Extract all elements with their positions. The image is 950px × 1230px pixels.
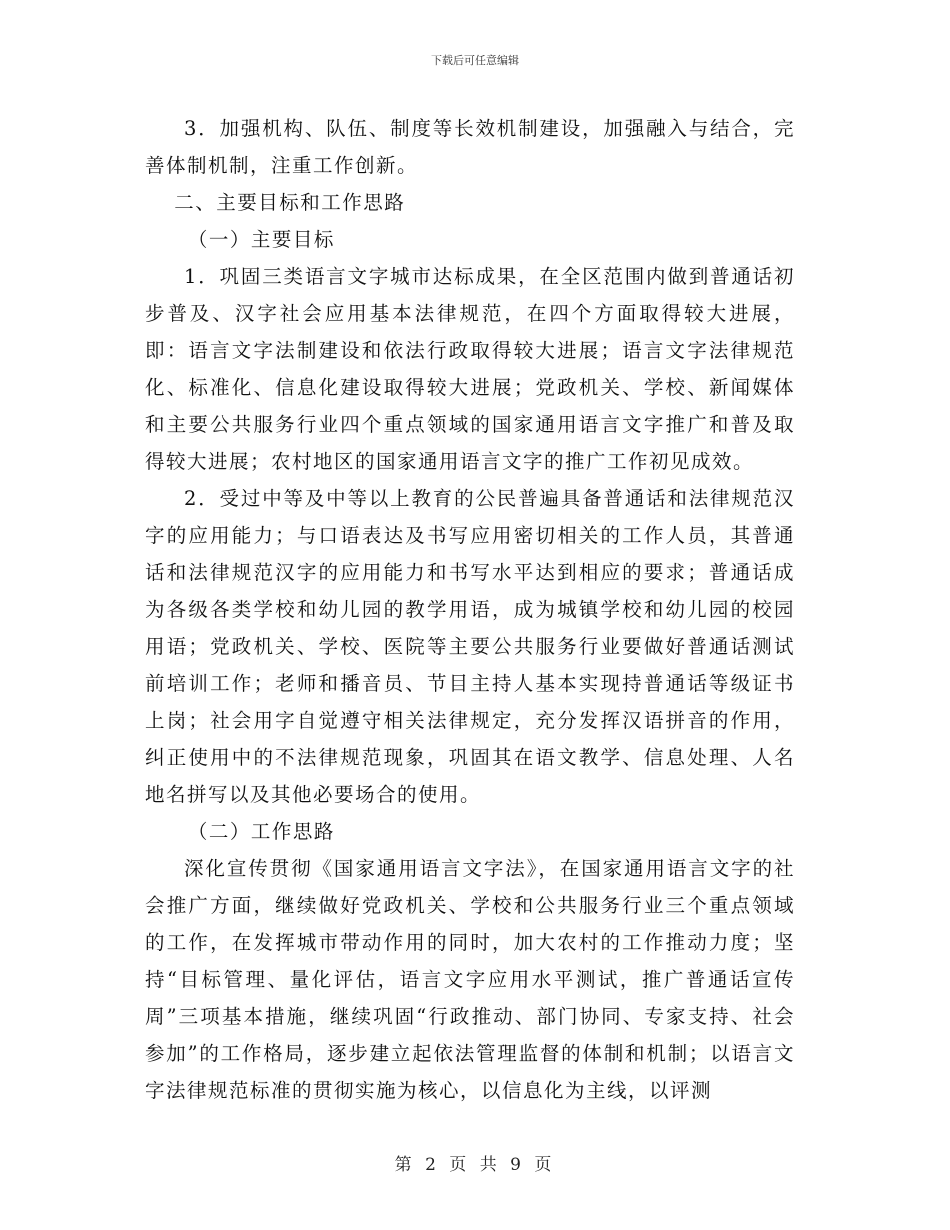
paragraph-item-3: 3．加强机构、队伍、制度等长效机制建设，加强融入与结合，完善体制机制，注重工作创新。 <box>145 117 795 177</box>
page-number: 第 2 页 共 9 页 <box>394 1155 556 1175</box>
subsection-heading-work-approach: （二）工作思路 <box>187 820 335 843</box>
section-heading-main-goals-and-approach: 二、主要目标和工作思路 <box>174 191 406 214</box>
page-header-note: 下载后可任意编辑 <box>431 54 519 67</box>
document-body <box>145 110 795 1109</box>
paragraph-work-approach: 深化宣传贯彻《国家通用语言文字法》，在国家通用语言文字的社会推广方面，继续做好党政机关、学校和公共服务行业三个重点领域的工作，在发挥城市带动作用的同时，加大农村的工作推动力度；坚持“目标管理、量化评估，语言文字应用水平测试，推广普通话宣传周”三项基本措施，继续巩固“行政推动、部门协同、专家支持、社会参加”的工作格局，逐步建立起依法管理监督的体制和机制；以语言文字法律规范标准的贯彻实施为核心，以信息化为主线，以评测 <box>145 857 795 1102</box>
paragraph-goal-1: 1．巩固三类语言文字城市达标成果，在全区范围内做到普通话初步普及、汉字社会应用基本法律规范，在四个方面取得较大进展，即：语言文字法制建设和依法行政取得较大进展；语言文字法律规范化、标准化、信息化建设取得较大进展；党政机关、学校、新闻媒体和主要公共服务行业四个重点领域的国家通用语言文字推广和普及取得较大进展；农村地区的国家通用语言文字的推广工作初见成效。 <box>145 265 795 473</box>
paragraph-goal-2: 2．受过中等及中等以上教育的公民普遍具备普通话和法律规范汉字的应用能力；与口语表达及书写应用密切相关的工作人员，其普通话和法律规范汉字的应用能力和书写水平达到相应的要求；普通话成为各级各类学校和幼儿园的教学用语，成为城镇学校和幼儿园的校园用语；党政机关、学校、医院等主要公共服务行业要做好普通话测试前培训工作；老师和播音员、节目主持人基本实现持普通话等级证书上岗；社会用字自觉遵守相关法律规定，充分发挥汉语拼音的作用，纠正使用中的不法律规范现象，巩固其在语文教学、信息处理、人名地名拼写以及其他必要场合的使用。 <box>145 487 795 806</box>
subsection-heading-main-goals: （一）主要目标 <box>187 228 335 251</box>
